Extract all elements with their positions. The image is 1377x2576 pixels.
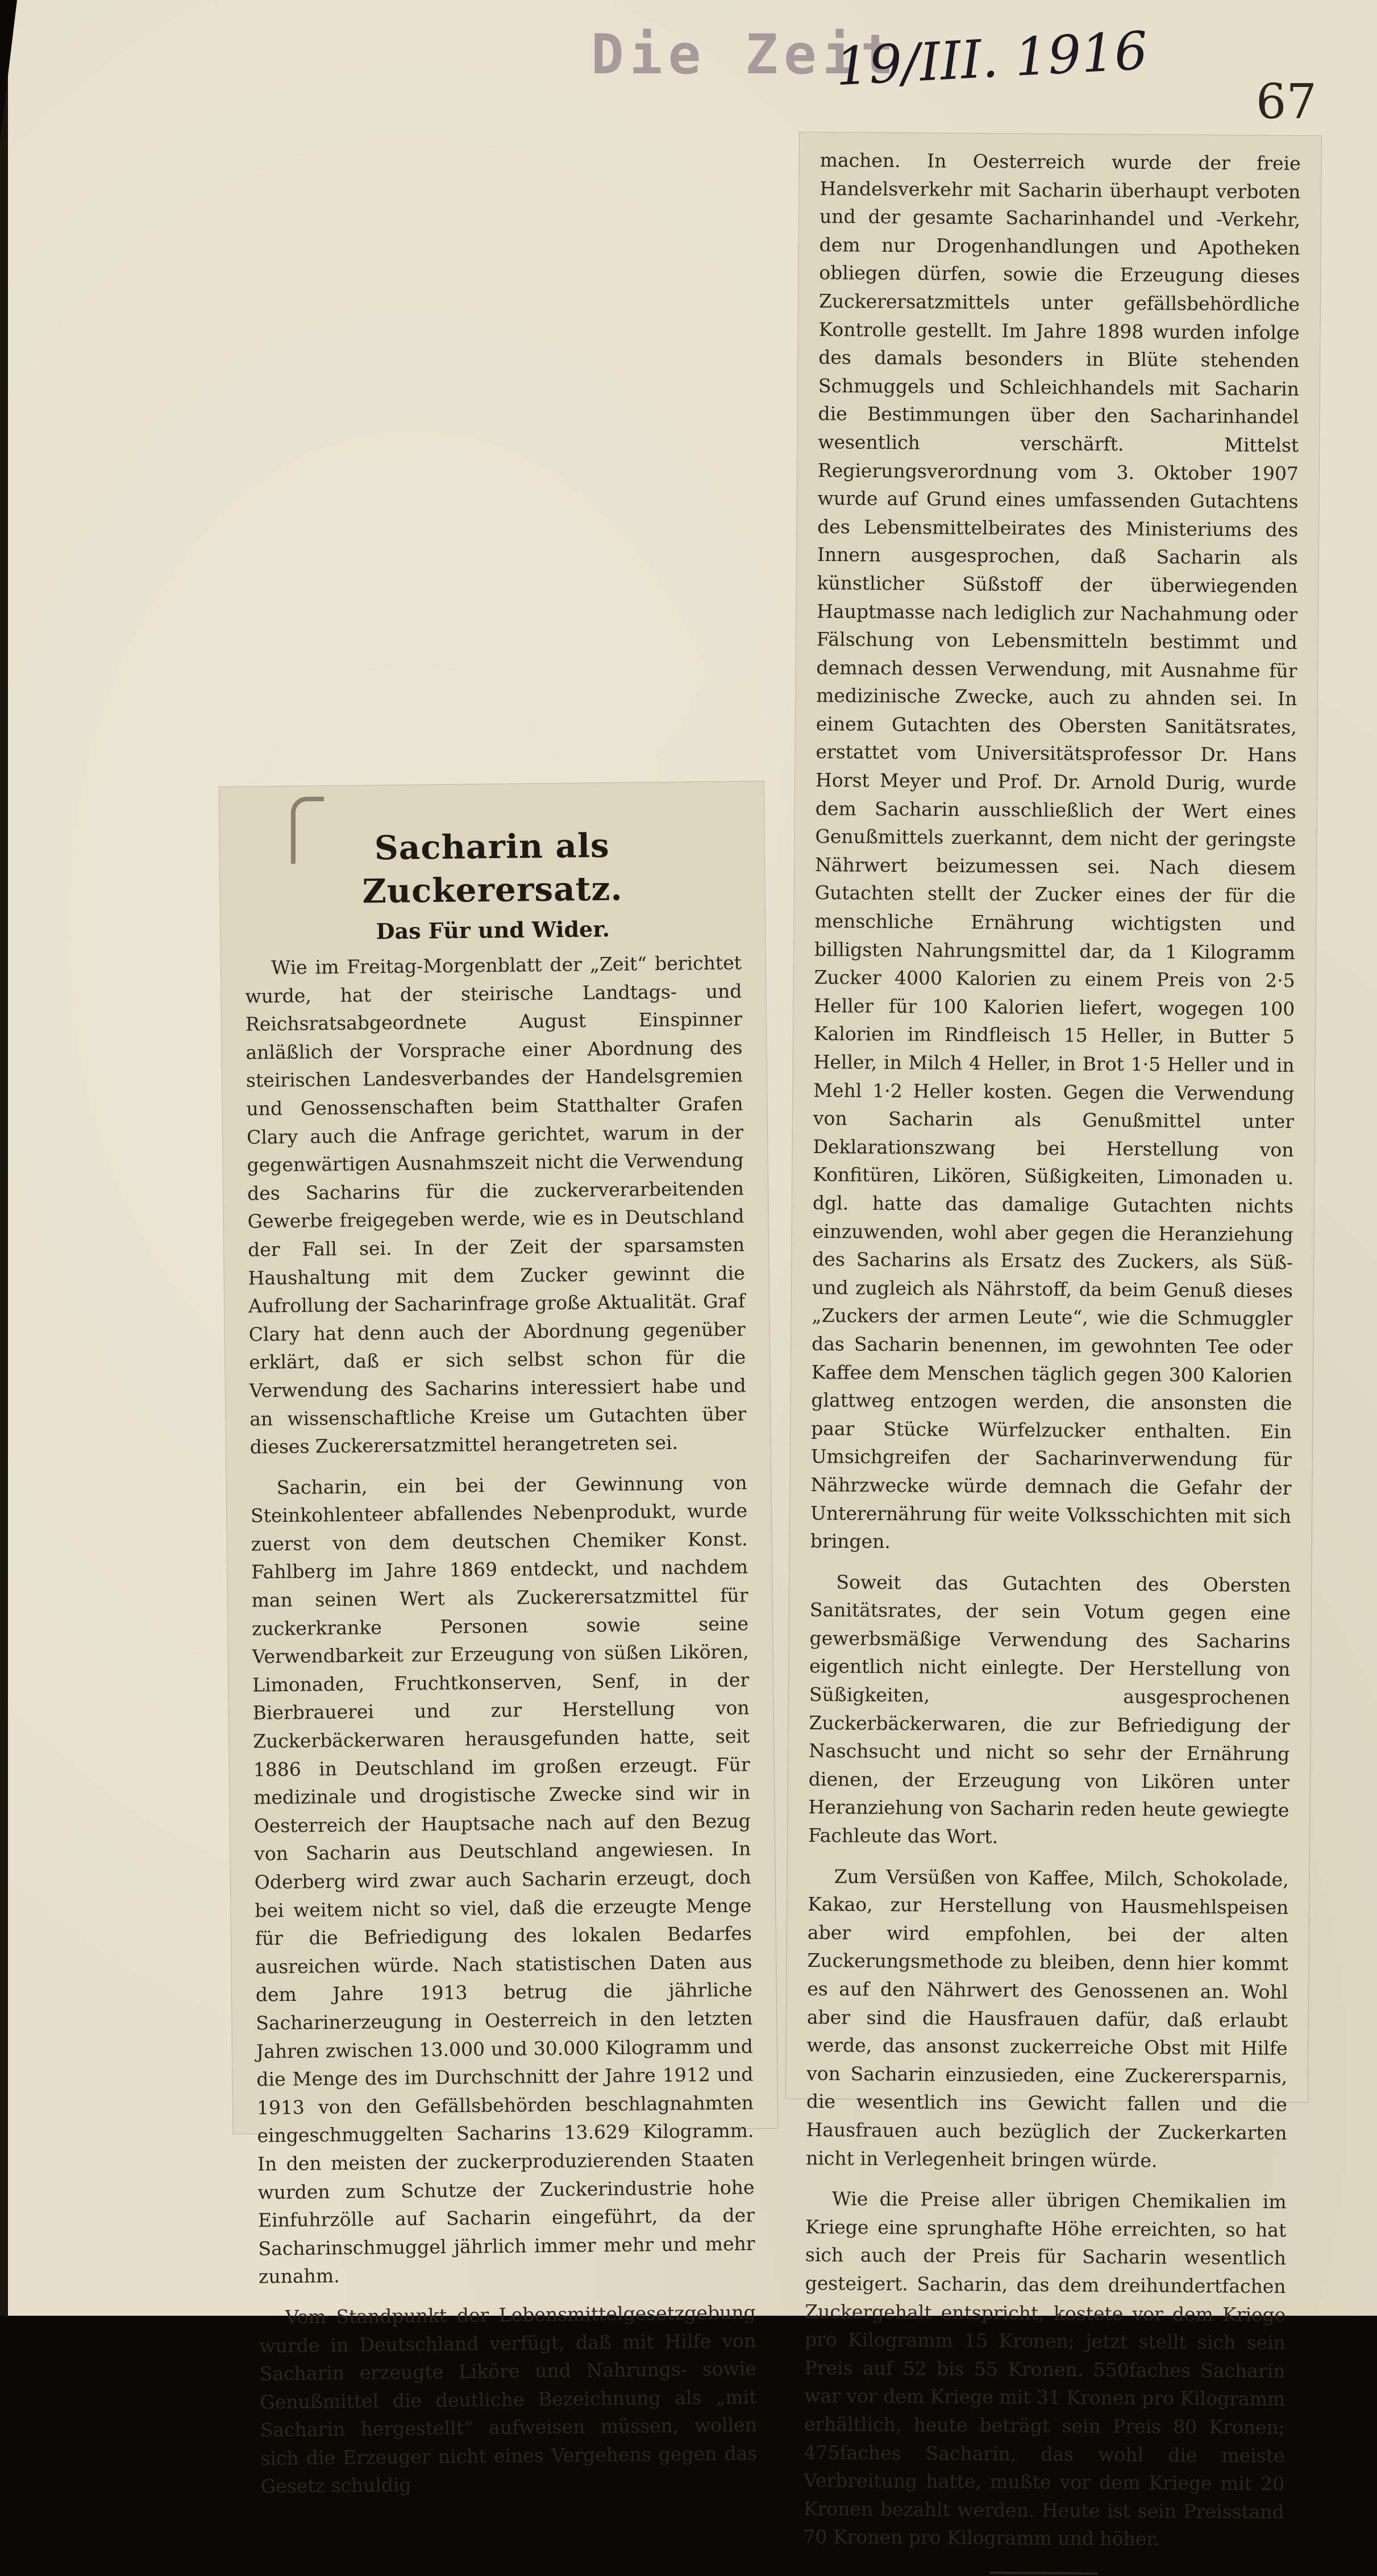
article-end-rule: [989, 2571, 1097, 2574]
torn-corner: [0, 0, 17, 142]
paragraph: Zum Versüßen von Kaffee, Milch, Schokolade, Kakao, zur Herstellung von Hausmehlspeisen aber wird empfohlen, bei der alten Zuckerungsmethode zu bleiben, denn hier kommt es auf den Nährwert des Genossenen an. Wohl aber sind die Hausfrauen dafür, daß erlaubt werde, das ansonst zuckerreiche Obst mit Hilfe von Sacharin einzusieden, eine Zuckerersparnis, die wesentlich ins Gewicht fallen und die Hausfrauen auch bezüglich der Zuckerkarten nicht in Verlegenheit bringen würde.: [806, 1865, 1289, 2171]
paragraph: machen. In Oesterreich wurde der freie Handelsverkehr mit Sacharin überhaupt verboten und der gesamte Sacharinhandel und -Verkehr, dem nur Drogenhandlungen und Apotheken obliegen dürfen, sowie die Erzeugung dieses Zuckerersatzmittels unter gefällsbehördliche Kontrolle gestellt. Im Jahre 1898 wurden infolge des damals besonders in Blüte stehenden Schmuggels und Schleichhandels mit Sacharin die Bestimmungen über den Sacharinhandel wesentlich verschärft. Mittelst Regierungsverordnung vom 3. Oktober 1907 wurde auf Grund eines umfassenden Gutachtens des Lebensmittelbeirates des Ministeriums des Innern ausgesprochen, daß Sacharin als künstlicher Süßstoff der überwiegenden Hauptmasse nach lediglich zur Nachahmung oder Fälschung von Lebensmitteln bestimmt und demnach dessen Verwendung, mit Ausnahme für medizinische Zwecke, auch zu ahnden sei. In einem Gutachten des Obersten Sanitätsrates, erstattet vom Universitätsprofessor Dr. Hans Horst Meyer und Prof. Dr. Arnold Durig, wurde dem Sacharin ausschließlich der Wert eines Genußmittels zuerkannt, dem nicht der geringste Nährwert beizumessen sei. Nach diesem Gutachten stellt der Zucker eines der für die menschliche Ernährung wichtigsten und billigsten Nahrungsmittel dar, da 1 Kilogramm Zucker 4000 Kalorien zu einem Preis von 2·5 Heller für 100 Kalorien liefert, wogegen 100 Kalorien im Rindfleisch 15 Heller, in Butter 5 Heller, in Milch 4 Heller, in Brot 1·5 Heller und in Mehl 1·2 Heller kosten. Gegen die Verwendung von Sacharin als Genußmittel unter Deklarationszwang bei Herstellung von Konfitüren, Likören, Süßigkeiten, Limonaden u. dgl. hatte das damalige Gutachten nichts einzuwenden, wohl aber gegen die Heranziehung des Sacharins als Ersatz des Zuckers, als Süß- und zugleich als Nährstoff, da beim Genuß dieses „Zuckers der armen Leute“, wie die Schmuggler das Sacharin benennen, im gewohnten Tee oder Kaffee dem Menschen täglich gegen 300 Kalorien glattweg entzogen werden, die ansonsten die paar Stücke Würfelzucker enthalten. Ein Umsichgreifen der Sacharinverwendung für Nährzwecke würde demnach die Gefahr der Unterernährung für weite Volksschichten mit sich bringen.: [810, 149, 1301, 1553]
clipping-right-column: [786, 132, 1321, 2550]
clipping-left-column: [219, 781, 778, 2498]
paragraph: Wie die Preise aller übrigen Chemikalien im Kriege eine sprunghafte Höhe erreichten, so hat sich auch der Preis für Sacharin wesentlich gesteigert. Sacharin, das dem dreihundertfachen Zuckergehalt entspricht, kostete vor dem Kriege pro Kilogramm 15 Kronen; jetzt stellt sich sein Preis auf 52 bis 55 Kronen. 550faches Sacharin war vor dem Kriege mit 31 Kronen pro Kilogramm erhältlich, heute beträgt sein Preis 80 Kronen; 475faches Sacharin, das wohl die meiste Verbreitung hatte, mußte vor dem Kriege mit 20 Kronen bezahlt werden. Heute ist sein Preisstand 70 Kronen pro Kilogramm und höher.: [803, 2187, 1287, 2550]
paragraph: Vom Standpunkt der Lebensmittelgesetzgebung wurde in Deutschland verfügt, daß mit Hilfe von Sacharin erzeugte Liköre und Nahrungs- sowie Genußmittel die deutliche Bezeichnung als „mit Sacharin hergestellt“ aufweisen müssen, wollen sich die Erzeuger nicht eines Vergehens gegen das Gesetz schuldig: [259, 2301, 758, 2498]
left-column-text: [245, 948, 758, 2500]
handwritten-date: 19/III. 1916: [834, 20, 1150, 98]
article-headline: Sacharin als Zuckerersatz.: [362, 826, 623, 911]
newspaper-name-stamp: Die Zeit: [591, 23, 900, 86]
right-column-text: [803, 146, 1301, 2554]
article-subheadline: Das Für und Wider.: [376, 915, 610, 944]
page-number: 67: [1256, 74, 1317, 130]
paragraph: Sacharin, ein bei der Gewinnung von Steinkohlenteer abfallendes Nebenprodukt, wurde zuerst von dem deutschen Chemiker Konst. Fahlberg im Jahre 1869 entdeckt, und nachdem man seinen Wert als Zuckerersatzmittel für zuckerkranke Personen sowie seine Verwendbarkeit zur Erzeugung von süßen Likören, Limonaden, Fruchtkonserven, Senf, in der Bierbrauerei und zur Herstellung von Zuckerbäckerwaren herausgefunden hatte, seit 1886 in Deutschland im großen erzeugt. Für medizinale und drogistische Zwecke sind wir in Oesterreich der Hauptsache nach auf den Bezug von Sacharin aus Deutschland angewiesen. In Oderberg wird zwar auch Sacharin erzeugt, doch bei weitem nicht so viel, daß die erzeugte Menge für die Befriedigung des lokalen Bedarfes ausreichen würde. Nach statistischen Daten aus dem Jahre 1913 betrug die jährliche Sacharinerzeugung in Oesterreich in den letzten Jahren zwischen 13.000 und 30.000 Kilogramm und die Menge des im Durchschnitt der Jahre 1912 und 1913 von den Gefällsbehörden beschlagnahmten eingeschmuggelten Sacharins 13.629 Kilogramm. In den meisten der zuckerproduzierenden Staaten wurden zum Schutze der Zuckerindustrie hohe Einfuhrzölle auf Sacharin eingeführt, da der Sacharinschmuggel jährlich immer mehr und mehr zunahm.: [250, 1471, 755, 2288]
page-left-shadow-edge: [0, 0, 8, 2320]
paragraph: Soweit das Gutachten des Obersten Sanitätsrates, der sein Votum gegen eine gewerbsmäßige Verwendung des Sacharins eigentlich nicht einlegte. Der Herstellung von Süßigkeiten, ausgesprochenen Zuckerbäckerwaren, die zur Befriedigung der Naschsucht und nicht so sehr der Ernährung dienen, der Erzeugung von Likören unter Heranziehung von Sacharin reden heute gewiegte Fachleute das Wort.: [808, 1571, 1291, 1848]
paragraph: Wie im Freitag-Morgenblatt der „Zeit“ berichtet wurde, hat der steirische Landtags- und Reichsratsabgeordnete August Einspinner anläßlich der Vorsprache einer Abordnung des steirischen Landesverbandes der Handelsgremien und Genossenschaften beim Statthalter Grafen Clary auch die Anfrage gerichtet, warum in der gegenwärtigen Ausnahmszeit nicht die Verwendung des Sacharins für die zuckerverarbeitenden Gewerbe freigegeben werde, wie es in Deutschland der Fall sei. In der Zeit der sparsamsten Haushaltung mit dem Zucker gewinnt die Aufrollung der Sacharinfrage große Aktualität. Graf Clary hat denn auch der Abordnung gegenüber erklärt, daß er sich selbst schon für die Verwendung des Sacharins interessiert habe und an wissenschaftliche Kreise um Gutachten über dieses Zuckerersatzmittel herangetreten sei.: [245, 951, 747, 1458]
pencil-bracket-mark: [291, 797, 324, 864]
